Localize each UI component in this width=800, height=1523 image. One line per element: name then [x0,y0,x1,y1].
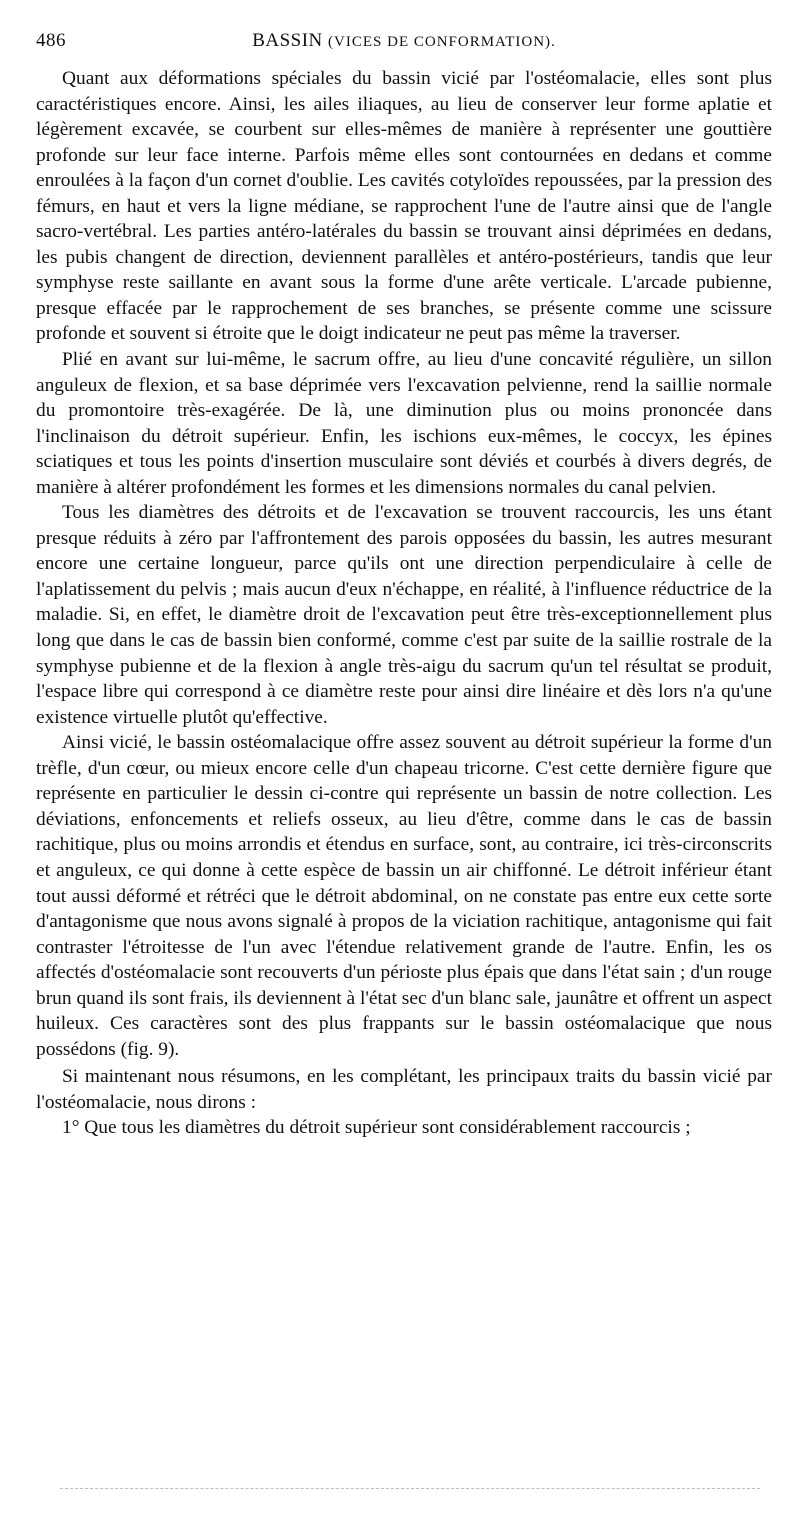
book-page [36,30,772,1141]
running-title-subtitle: (VICES DE CONFORMATION). [328,34,556,50]
paragraph-point-1: 1° Que tous les diamètres du détroit supérieur sont considérablement raccourcis ; [62,1117,691,1139]
running-title [36,30,772,52]
running-head [36,30,772,58]
paragraph-sacrum: Plié en avant sur lui-même, le sacrum offre, au lieu d'une concavité régulière, un sillon anguleux de flexion, et sa base déprimée vers l'excavation pelvienne, rend la saillie normale du promontoire très-exagérée. De là, une diminution plus ou moins prononcée dans l'inclinaison du détroit supérieur. Enfin, les ischions eux-mêmes, le coccyx, les épines sciatiques et tous les points d'insertion musculaire sont déviés et courbés à divers degrés, de manière à altérer profondément les formes et les dimensions normales du canal pelvien. [36,349,772,498]
paragraph-diametres: Tous les diamètres des détroits et de l'excavation se trouvent raccourcis, les uns étant presque réduits à zéro par l'affrontement des parois opposées du bassin, les autres mesurant encore une certaine longueur, parce qu'ils ont une direction perpendiculaire à celle de l'aplatissement du pelvis ; mais aucun d'eux n'échappe, en réalité, à l'influence réductrice de la maladie. Si, en effet, le diamètre droit de l'excavation peut être très-exceptionnellement plus long que dans le cas de bassin bien conformé, comme c'est par suite de la saillie rostrale de la symphyse pubienne et de la flexion à angle très-aigu du sacrum qu'un tel résultat se produit, l'espace libre qui correspond à ce diamètre reste pour ainsi dire linéaire et dès lors n'a qu'une existence virtuelle plutôt qu'effective. [36,502,772,728]
paragraph-deformations: Quant aux déformations spéciales du bassin vicié par l'ostéomalacie, elles sont plus caractéristiques encore. Ainsi, les ailes iliaques, au lieu de conserver leur forme aplatie et légèrement excavée, se courbent sur elles-mêmes de manière à représenter une gouttière profonde sur leur face interne. Parfois même elles sont contournées en dedans et comme enroulées à la façon d'un cornet d'oublie. Les cavités cotyloïdes repoussées, par la pression des fémurs, en haut et vers la ligne médiane, se rapprochent l'une de l'autre ainsi que de l'angle sacro-vertébral. Les parties antéro-latérales du bassin se trouvant ainsi déprimées en dedans, les pubis changent de direction, deviennent parallèles et antéro-postérieurs, tandis que leur symphyse reste saillante en avant sous la forme d'une arête verticale. L'arcade pubienne, presque effacée par le rapprochement de ses branches, se présente comme une scissure profonde et souvent si étroite que le doigt indicateur ne peut pas même la traverser. [36,68,772,345]
paragraph-resume: Si maintenant nous résumons, en les complétant, les principaux traits du bassin vicié par l'ostéomalacie, nous dirons : [36,1066,772,1113]
footer-rule [60,1488,760,1489]
paragraph-forme: Ainsi vicié, le bassin ostéomalacique offre assez souvent au détroit supérieur la forme d'un trèfle, d'un cœur, ou mieux encore celle d'un chapeau tricorne. C'est cette dernière figure que représente en particulier le dessin ci-contre qui représente un bassin de notre collection. Les déviations, enfoncements et reliefs osseux, au lieu d'être, comme dans le cas de bassin rachitique, plus ou moins arrondis et étendus en surface, sont, au contraire, ici très-circonscrits et anguleux, ce qui donne à cette espèce de bassin un air chiffonné. Le détroit inférieur étant tout aussi déformé et rétréci que le détroit abdominal, on ne constate pas entre eux cette sorte d'antagonisme que nous avons signalé à propos de la viciation rachitique, antagonisme qui fait contraster l'étroitesse de l'un avec l'étendue relativement grande de l'autre. Enfin, les os affectés d'ostéomalacie sont recouverts d'un périoste plus épais que dans l'état sain ; d'un rouge brun quand ils sont frais, ils deviennent à l'état sec d'un blanc sale, jaunâtre et offrent un aspect huileux. Ces caractères sont des plus frappants sur le bassin ostéomalacique que nous possédons (fig. 9). [36,732,772,1060]
page-number: 486 [36,30,66,51]
running-title-main: BASSIN [252,30,323,51]
body-text [36,66,772,1141]
